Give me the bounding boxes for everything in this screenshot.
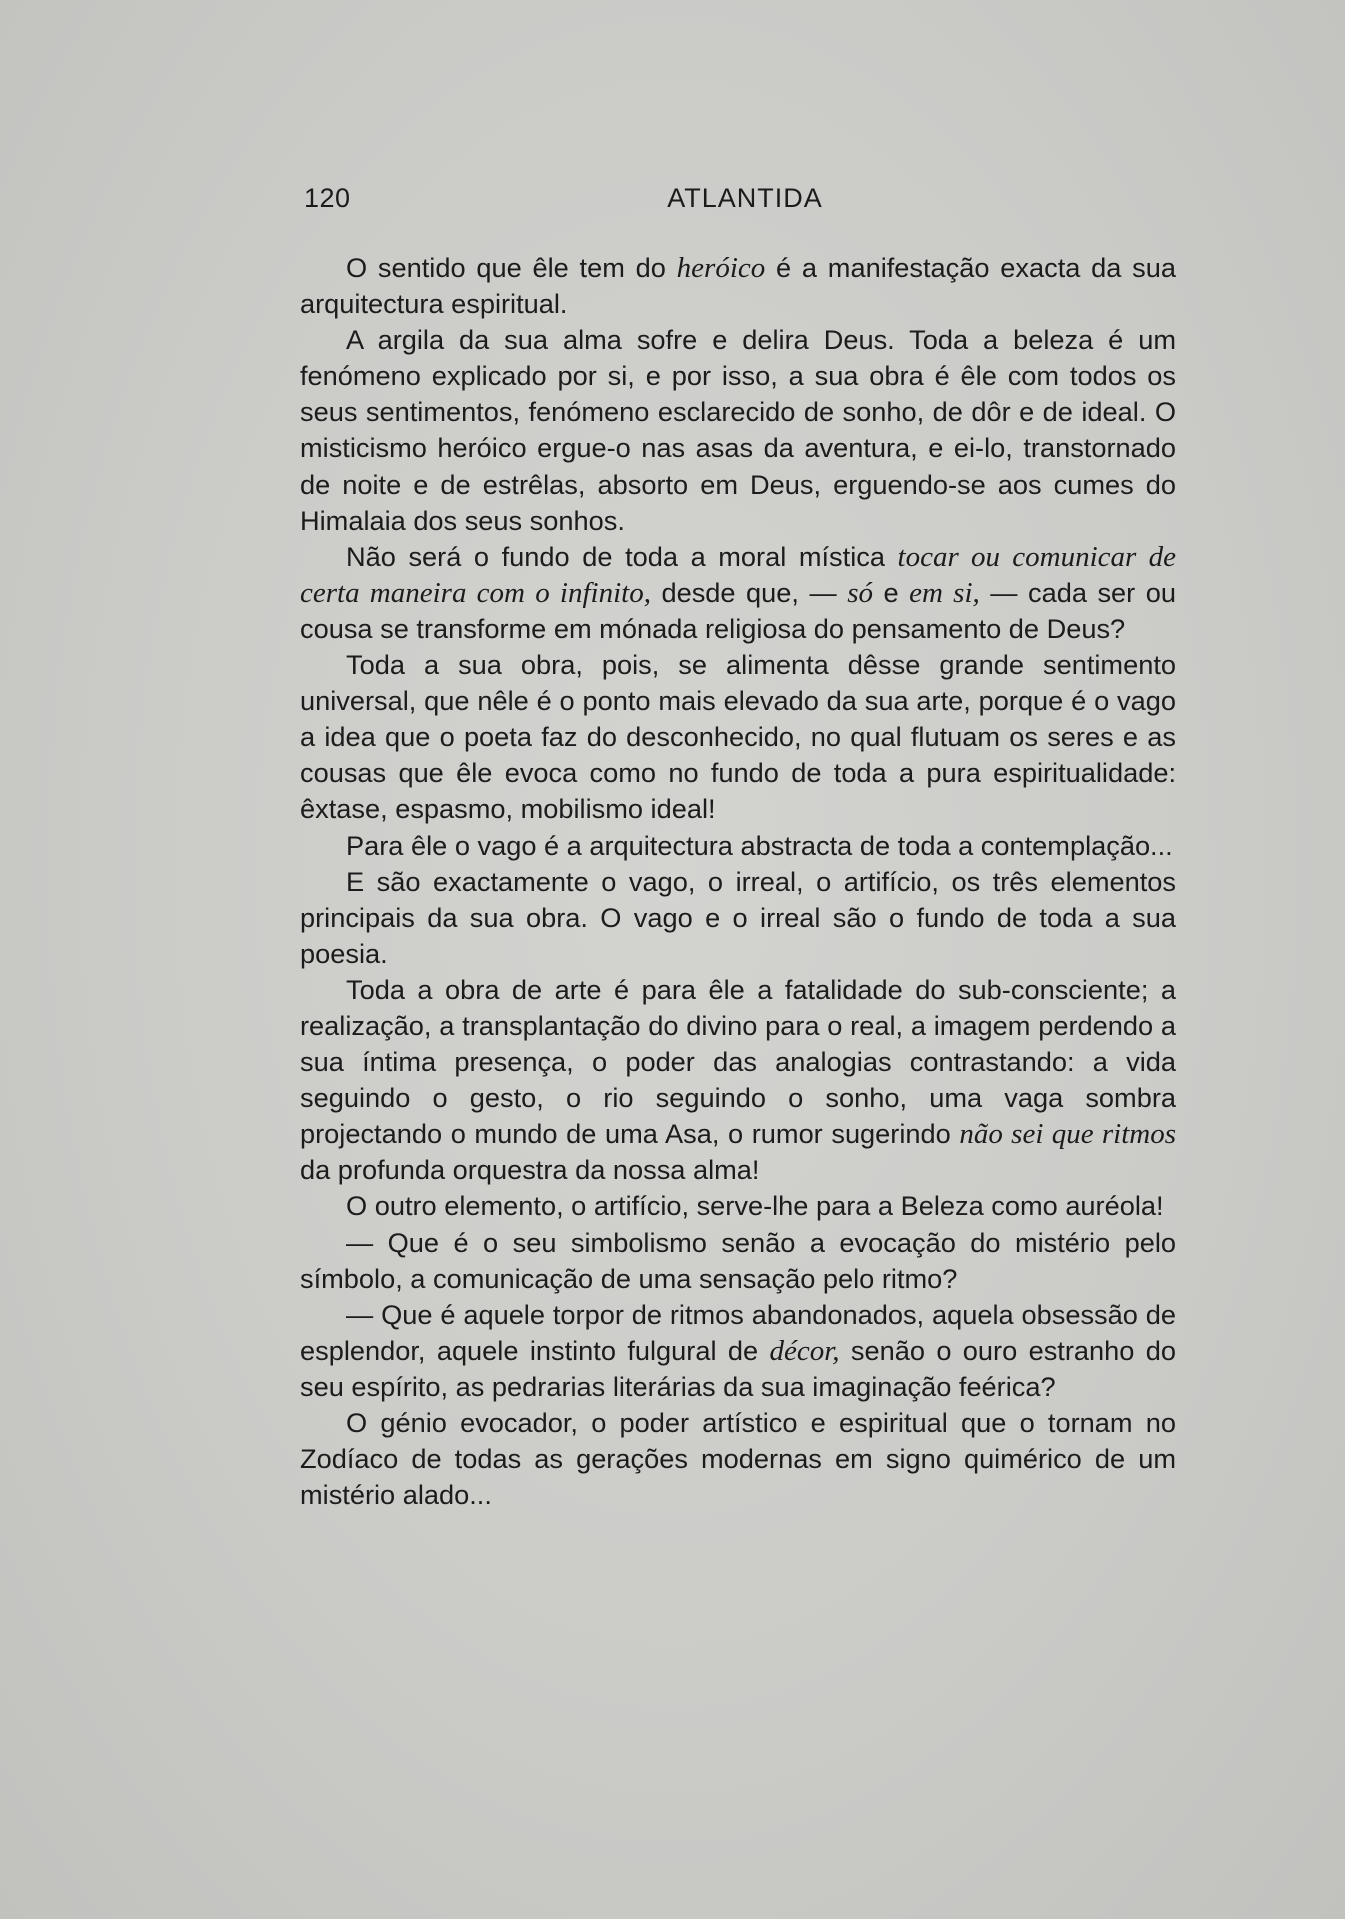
page-number: 120 [304, 183, 351, 213]
text-segment: e [873, 576, 910, 608]
text-segment: A argila da sua alma sofre e delira Deus. Toda a beleza é um fenómeno explicado por si, e por isso, a sua obra é êle com todos os seus sentimentos, fenómeno esclarecido de sonho, de dôr e de ideal. O misticismo heróico ergue-o nas asas da aventura, e ei-lo, transtornado de noite e de estrêlas, absorto em Deus, erguendo-se aos cumes do Himalaia dos seus sonhos. [300, 324, 1176, 536]
text-segment: — Que é aquele torpor de ritmos abandonados, aquela obsessão de esplendor, aquele instinto fulgural de [300, 1298, 1176, 1366]
text-segment: — Que é o seu simbolismo senão a evocação do mistério pelo símbolo, a comunicação de uma sensação pelo ritmo? [300, 1226, 1176, 1294]
italic-text-segment: tocar ou comunicar de certa maneira com o infinito, [300, 540, 1176, 609]
italic-text-segment: só [847, 576, 873, 609]
paragraph [300, 322, 1176, 539]
text-segment: — cada ser ou cousa se transforme em mónada religiosa do pensamento de Deus? [300, 576, 1176, 644]
body-text [300, 250, 1176, 1513]
italic-text-segment: em si, [909, 576, 980, 609]
paragraph [300, 828, 1176, 864]
paragraph [300, 1225, 1176, 1297]
text-segment: Toda a obra de arte é para êle a fatalidade do sub-consciente; a realização, a transplantação do divino para o real, a imagem perdendo a sua íntima presença, o poder das analogias contrastando: a vida seguindo o gesto, o rio seguindo o sonho, uma vaga sombra projectando o mundo de uma Asa, o rumor sugerindo [300, 973, 1176, 1150]
italic-text-segment: não sei que ritmos [959, 1118, 1177, 1151]
paragraph [300, 647, 1176, 827]
italic-text-segment: décor, [769, 1334, 840, 1367]
text-segment: da profunda orquestra da nossa alma! [300, 1154, 760, 1186]
paragraph [300, 1297, 1176, 1405]
text-segment: O outro elemento, o artifício, serve-lhe para a Beleza como auréola! [346, 1190, 1164, 1222]
text-segment: E são exactamente o vago, o irreal, o artifício, os três elementos principais da sua obra. O vago e o irreal são o fundo de toda a sua poesia. [300, 865, 1176, 969]
text-segment: é a manifestação exacta da sua arquitectura espiritual. [300, 252, 1176, 320]
running-title: ATLANTIDA [667, 183, 823, 213]
paragraph [300, 1188, 1176, 1224]
paragraph [300, 864, 1176, 972]
text-segment: Para êle o vago é a arquitectura abstracta de toda a contemplação... [346, 829, 1173, 861]
text-segment: Toda a sua obra, pois, se alimenta dêsse grande sentimento universal, que nêle é o ponto mais elevado da sua arte, porque é o vago a idea que o poeta faz do desconhecido, no qual flutuam os seres e as cousas que êle evoca como no fundo de toda a pura espiritualidade: êxtase, espasmo, mobilismo ideal! [300, 649, 1176, 825]
paragraph [300, 539, 1176, 647]
text-segment: desde que, — [650, 576, 848, 608]
text-segment: senão o ouro estranho do seu espírito, as pedrarias literárias da sua imaginação feérica? [300, 1334, 1176, 1402]
text-segment: Não será o fundo de toda a moral mística [346, 540, 898, 572]
text-segment: O sentido que êle tem do [346, 252, 677, 283]
paragraph [300, 972, 1176, 1189]
paragraph [300, 250, 1176, 322]
page-header [304, 183, 1176, 223]
paragraph [300, 1405, 1176, 1513]
text-segment: O génio evocador, o poder artístico e espiritual que o tornam no Zodíaco de todas as gerações modernas em signo quimérico de um mistério alado... [300, 1407, 1176, 1511]
italic-text-segment: heróico [676, 252, 766, 284]
